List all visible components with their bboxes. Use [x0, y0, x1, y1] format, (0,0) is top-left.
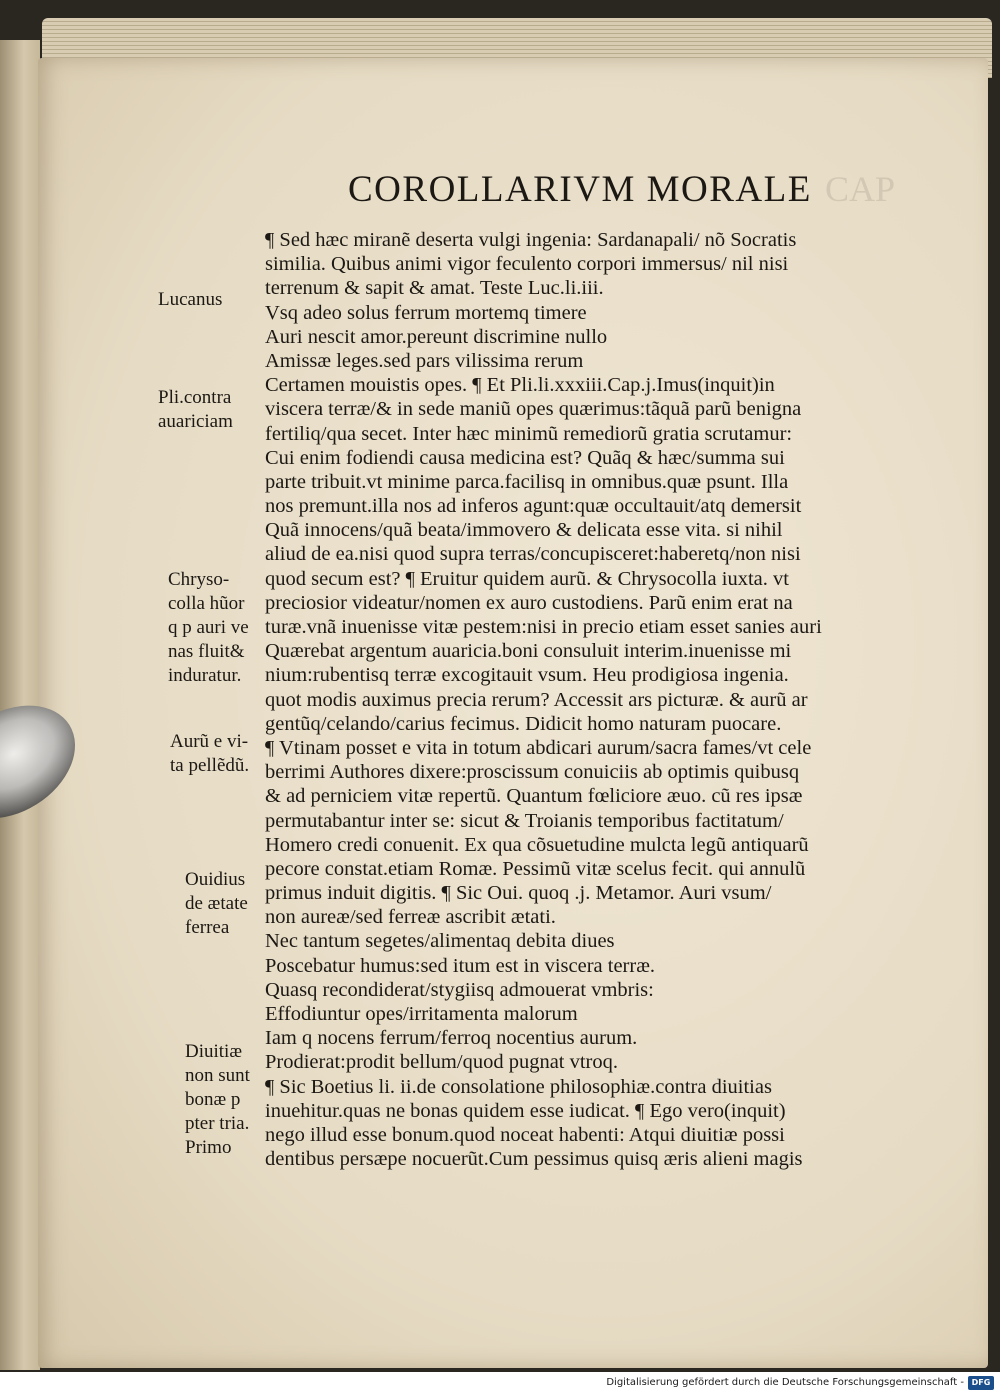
- text-line: preciosior videatur/nomen ex auro custodiens. Parũ enim erat na: [265, 591, 793, 614]
- text-line: parte tribuit.vt minime parca.facilisq in omnibus.quæ psunt. Illa: [265, 470, 789, 493]
- text-line: & ad perniciem vitæ repertũ. Quantum fœliciore æuo. cũ res ipsæ: [265, 785, 803, 808]
- text-line: aliud de ea.nisi quod supra terras/concupisceret:haberetq/non nisi: [265, 543, 801, 566]
- text-line: berrimi Authores dixere:proscissum conuiciis ab optimis quibusq: [265, 761, 800, 784]
- text-line: Nec tantum segetes/alimentaq debita diues: [265, 930, 615, 953]
- margin-note-chrysocolla: Chryso- colla hũor q p auri ve nas fluit& induratur.: [168, 569, 249, 686]
- text-line: Homero credi conuenit. Ex qua cõsuetudine mulcta legũ antiquarũ: [265, 833, 809, 856]
- text-line: terrenum & sapit & amat. Teste Luc.li.iii.: [265, 277, 604, 300]
- text-line: similia. Quibus animi vigor feculento corpori immersus/ nil nisi: [265, 253, 789, 276]
- text-line: pecore constat.etiam Romæ. Pessimũ vitæ scelus fecit. qui annulũ: [265, 857, 806, 880]
- margin-note-lucanus: Lucanus: [158, 289, 223, 310]
- text-line: nego illud esse bonum.quod noceat habenti: Atqui diuitiæ possi: [265, 1123, 785, 1146]
- text-line: nos premunt.illa nos ad inferos agunt:quæ occultauit/atq demersit: [265, 495, 802, 518]
- text-line: quod secum est? ¶ Eruitur quidem aurũ. & Chrysocolla iuxta. vt: [265, 567, 789, 590]
- text-line: dentibus persæpe nocuerũt.Cum pessimus quisq æris alieni magis: [265, 1148, 803, 1171]
- text-line: inuehitur.quas ne bonas quidem esse iudicat. ¶ Ego vero(inquit): [265, 1099, 786, 1122]
- text-line: fertiliq/qua secet. Inter hæc minimũ remediorũ gratia scrutamur:: [265, 422, 793, 445]
- footer-credit: Digitalisierung gefördert durch die Deutsche Forschungsgemeinschaft -: [606, 1377, 964, 1388]
- body-text-block: [265, 228, 925, 1171]
- text-line: Vsq adeo solus ferrum mortemq timere: [265, 301, 587, 324]
- text-line: Poscebatur humus:sed itum est in viscera terræ.: [265, 954, 655, 977]
- text-line: nium:rubentisq terræ excogitauit vsum. Heu prodigiosa ingenia.: [265, 664, 789, 687]
- text-line: gentũq/celando/carius fecimus. Didicit homo naturam puocare.: [265, 712, 782, 735]
- text-line: Quasq recondiderat/stygiisq admouerat vmbris:: [265, 978, 654, 1001]
- text-line: Certamen mouistis opes. ¶ Et Pli.li.xxxiii.Cap.j.Imus(inquit)in: [265, 374, 775, 397]
- show-through-text: CAP: [825, 169, 896, 209]
- text-line: viscera terræ/& in sede maniũ opes quærimus:tãquã parũ benigna: [265, 398, 802, 421]
- page-title: COROLLARIVM MORALE: [348, 169, 812, 210]
- margin-note-auru: Aurũ e vi- ta pellẽdũ.: [170, 731, 250, 776]
- text-line: non aureæ/sed ferreæ ascribit ætati.: [265, 906, 556, 929]
- text-line: ¶ Sed hæc miranẽ deserta vulgi ingenia: Sardanapali/ nõ Socratis: [265, 229, 797, 251]
- text-line: Amissæ leges.sed pars vilissima rerum: [265, 349, 584, 372]
- footer-bar: [0, 1372, 1000, 1395]
- text-line: Cui enim fodiendi causa medicina est? Quãq & hæc/summa sui: [265, 446, 785, 469]
- margin-note-ouidius: Ouidius de ætate ferrea: [185, 869, 248, 938]
- text-line: Quærebat argentum auaricia.boni consuluit interim.inuenisse mi: [265, 640, 792, 663]
- text-line: permutabantur inter se: sicut & Troianis temporibus factitatum/: [265, 809, 784, 832]
- text-line: Effodiuntur opes/irritamenta malorum: [265, 1003, 578, 1025]
- text-line: ¶ Vtinam posset e vita in totum abdicari aurum/sacra fames/vt cele: [265, 736, 812, 759]
- text-line: turæ.vnã inuenisse vitæ pestem:nisi in precio etiam esset sanies auri: [265, 616, 822, 638]
- text-line: Auri nescit amor.pereunt discrimine nullo: [265, 325, 608, 348]
- text-line: Iam q nocens ferrum/ferroq nocentius aurum.: [265, 1027, 638, 1050]
- margin-note-diuitiae: Diuitiæ non sunt bonæ p pter tria. Primo: [185, 1041, 250, 1158]
- text-line: primus induit digitis. ¶ Sic Oui. quoq .j. Metamor. Auri vsum/: [265, 882, 772, 905]
- text-line: Quã innocens/quã beata/immovero & delicata esse vita. si nihil: [265, 519, 783, 542]
- dfg-logo[interactable]: DFG: [968, 1376, 994, 1390]
- margin-note-pli: Pli.contra auariciam: [158, 387, 233, 432]
- text-line: ¶ Sic Boetius li. ii.de consolatione philosophiæ.contra diuitias: [265, 1075, 772, 1098]
- text-line: quot modis auximus precia rerum? Accessit ars picturæ. & aurũ ar: [265, 688, 808, 711]
- text-line: Prodierat:prodit bellum/quod pugnat vtroq.: [265, 1051, 619, 1074]
